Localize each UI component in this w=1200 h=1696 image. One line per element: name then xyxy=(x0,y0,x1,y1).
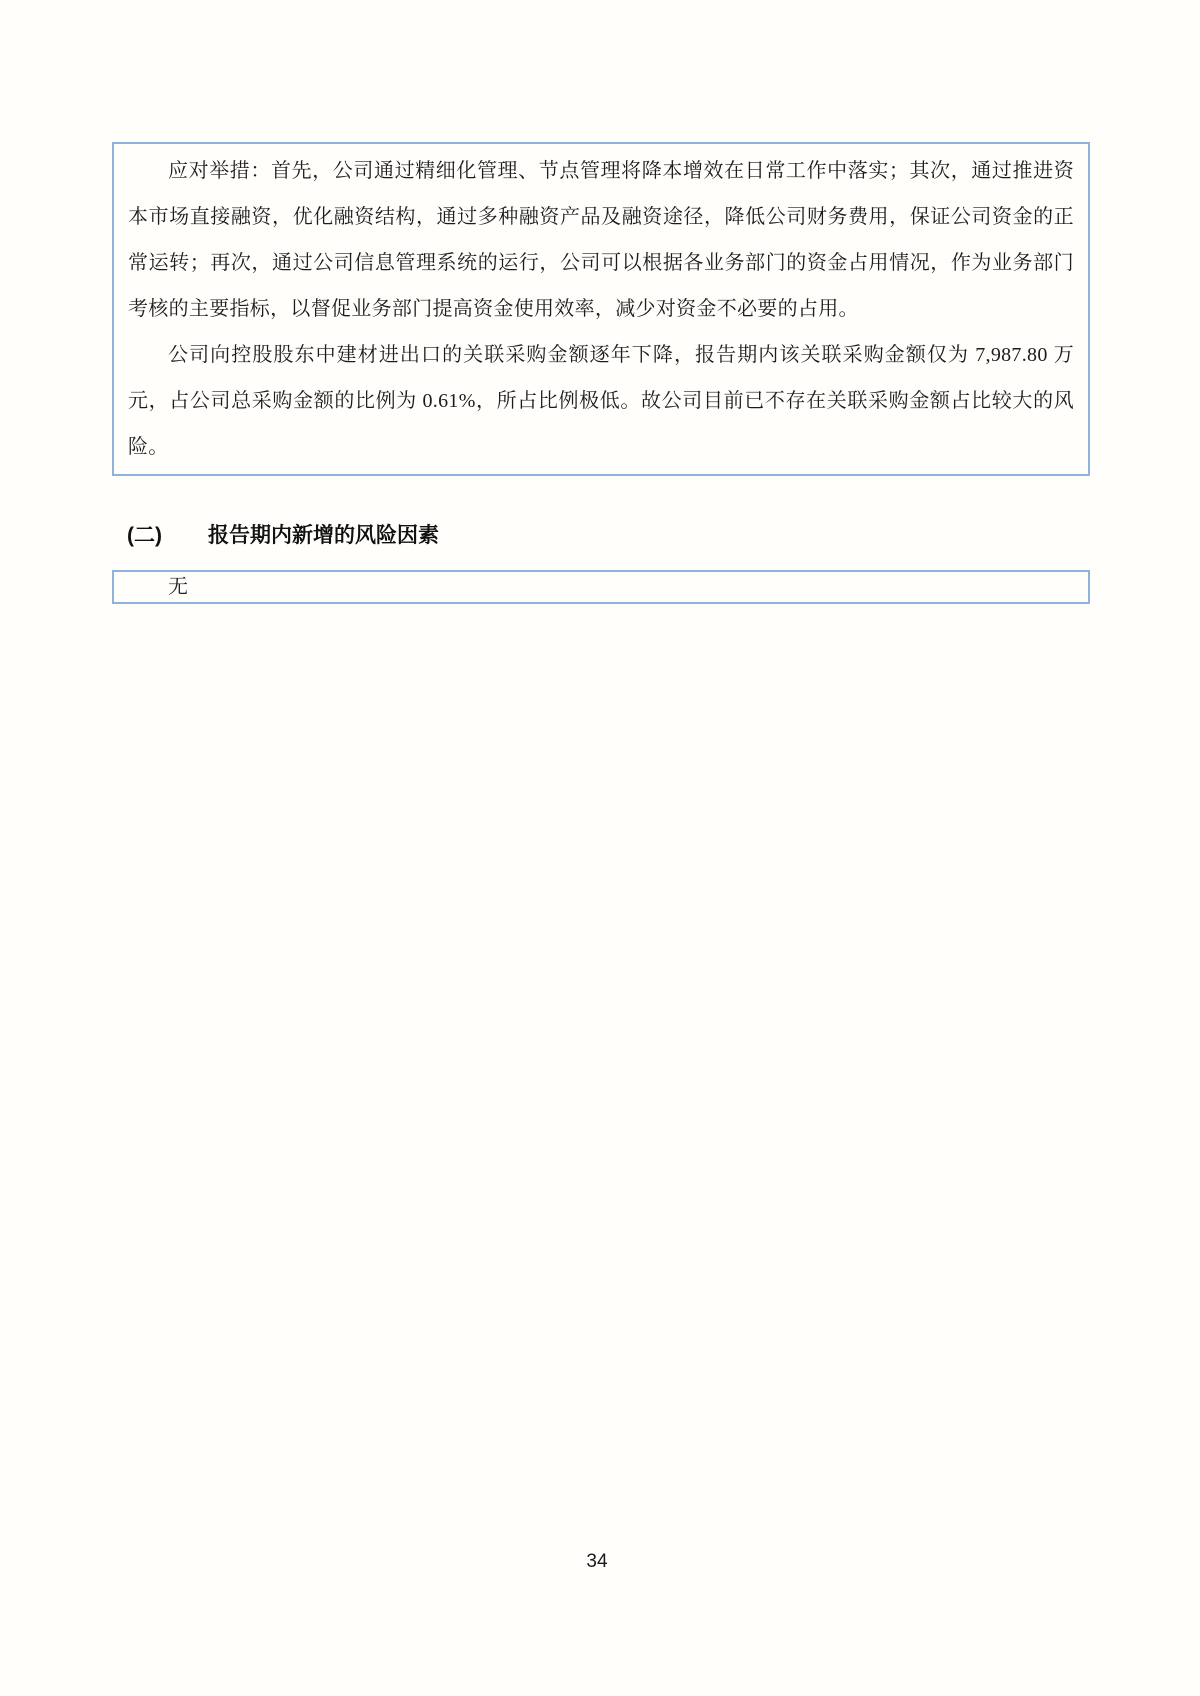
risk-response-box xyxy=(112,142,1090,476)
section-heading-index: (二) xyxy=(127,524,162,547)
new-risk-factors-box xyxy=(112,570,1090,604)
paragraph-response-measures: 应对举措：首先，公司通过精细化管理、节点管理将降本增效在日常工作中落实；其次，通过推进资本市场直接融资，优化融资结构，通过多种融资产品及融资途径，降低公司财务费用，保证公司资金的正常运转；再次，通过公司信息管理系统的运行，公司可以根据各业务部门的资金占用情况，作为业务部门考核的主要指标，以督促业务部门提高资金使用效率，减少对资金不必要的占用。 xyxy=(128,160,1074,320)
section-heading-title: 报告期内新增的风险因素 xyxy=(208,524,439,547)
page-number: 34 xyxy=(586,1551,608,1572)
none-text: 无 xyxy=(168,576,188,598)
paragraph-related-procurement: 公司向控股股东中建材进出口的关联采购金额逐年下降，报告期内该关联采购金额仅为 7,987.80 万元，占公司总采购金额的比例为 0.61%，所占比例极低。故公司目前已不存在关联采购金额占比较大的风险。 xyxy=(128,344,1074,458)
section-heading xyxy=(127,521,439,551)
